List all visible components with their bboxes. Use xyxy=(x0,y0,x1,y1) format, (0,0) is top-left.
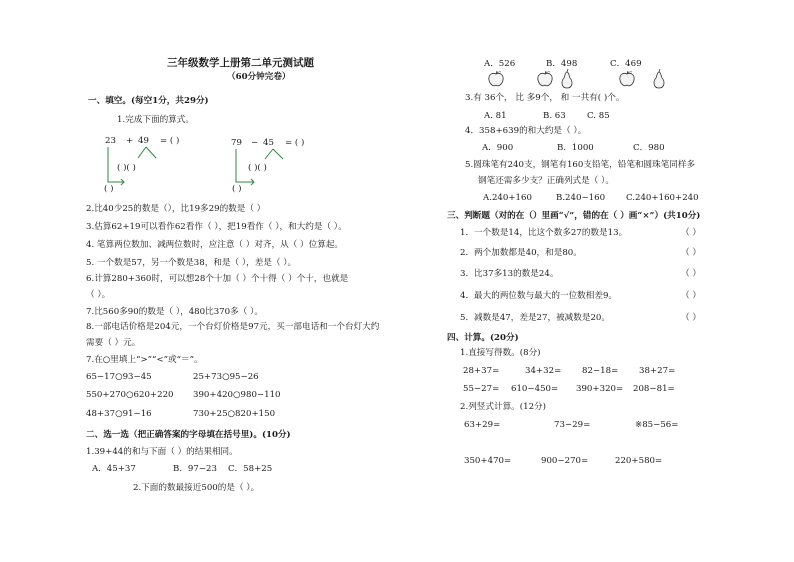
compare-item: 550+270○620+220 xyxy=(86,390,174,400)
choice-5-line1: 5.圆珠笔有240支，钢笔有160支铅笔，铅笔和圆珠笔同样多 xyxy=(465,160,696,170)
diagram2-eq: = ( ) xyxy=(285,138,305,148)
choice-4-option: C．980 xyxy=(633,143,665,153)
page-title: 三年级数学上册第二单元测试题 xyxy=(167,57,314,69)
compare-item: 730+25○820+150 xyxy=(193,409,276,419)
question-6-line1: 6.计算280+360时，可以想28个十加（ ）个十得（ ）个十，也就是 xyxy=(86,274,349,284)
choice-5-line2: 钢笔还需多少支？正确列式是（ ）。 xyxy=(478,176,614,186)
choice-3-option: A. 81 xyxy=(484,111,507,121)
choice-5-option: A.240+160 xyxy=(483,193,532,203)
calc-oral-heading: 1.直接写得数。(8分) xyxy=(460,348,541,358)
choice-3-option: B. 63 xyxy=(543,111,566,121)
judge-question: 1．一个数是14，比这个数多27的数是13。 xyxy=(460,228,628,238)
diagram1-op: + xyxy=(126,136,134,146)
diagram1-eq: = ( ) xyxy=(160,136,180,146)
question-1: 1.完成下面的算式。 xyxy=(117,115,194,125)
choice-2-option: B．498 xyxy=(546,59,578,69)
judge-box: （ ） xyxy=(681,291,701,301)
page-subtitle: （60分钟完卷） xyxy=(227,72,291,82)
question-compare: 7.在○里填上“>”“<”或“＝”。 xyxy=(86,355,203,365)
section-choice-heading: 二、选一选（把正确答案的字母填在括号里)。(10分) xyxy=(86,430,291,440)
apple-icon xyxy=(618,70,636,88)
choice-2-option: A．526 xyxy=(484,59,516,69)
compare-item: 25+73○95−26 xyxy=(193,372,259,382)
choice-2: 2.下面的数最接近500的是（ ）。 xyxy=(133,483,260,493)
vertical-item: 63+29= xyxy=(464,420,501,430)
judge-question: 5．减数是47，差是27，被减数是20。 xyxy=(460,313,610,323)
compare-item: 65−17○93−45 xyxy=(86,372,152,382)
oral-item: 38+27= xyxy=(639,366,676,376)
pear-icon xyxy=(560,68,574,90)
vertical-item: 73−29= xyxy=(554,420,591,430)
diagram1-parts: ( )( ) xyxy=(117,163,136,173)
question-4: 4. 笔算两位数加、减两位数时，应注意（ ）对齐，从（ ）位算起。 xyxy=(86,240,344,250)
judge-question: 4．最大的两位数与最大的一位数相差9。 xyxy=(460,291,618,301)
question-6-line2: （ ）。 xyxy=(86,290,111,300)
compare-item: 48+37○91−16 xyxy=(86,409,152,419)
section-fill-heading: 一、填空。(每空1分，共29分) xyxy=(88,96,209,106)
judge-box: （ ） xyxy=(681,269,701,279)
oral-item: 34+32= xyxy=(525,366,562,376)
judge-question: 2．两个加数都是40，和是80。 xyxy=(460,248,582,258)
judge-box: （ ） xyxy=(681,228,701,238)
choice-5-option: C.240+160+240 xyxy=(626,193,699,203)
choice-3: 3.有 36个， 比 多9个， 和 一共有( )个。 xyxy=(465,93,625,103)
vertical-item: 220+580= xyxy=(615,456,663,466)
oral-item: 390+320= xyxy=(576,384,624,394)
choice-5-option: B.240−160 xyxy=(556,193,606,203)
question-2: 2.比40少25的数是（），比19多29的数是（ ） xyxy=(86,204,266,214)
choice-4: 4．358+639的和大约是（ ）。 xyxy=(465,126,587,136)
judge-box: （ ） xyxy=(681,248,701,258)
diagram1-lines xyxy=(100,145,190,193)
diagram2-lines xyxy=(228,147,318,193)
diagram2-op: − xyxy=(251,138,259,148)
question-5: 5. 一个数是57，另一个数是38，和是（ ），差是（ ）。 xyxy=(86,258,297,268)
vertical-item: ※85−56= xyxy=(635,420,679,430)
diagram1-b: 49 xyxy=(138,136,149,146)
oral-item: 55−27= xyxy=(463,384,500,394)
apple-icon xyxy=(536,70,554,88)
choice-1-option: A．45+37 xyxy=(92,464,136,474)
section-judge-heading: 三、判断题（对的在（）里画“√”，错的在（ ）画“×”）(共10分) xyxy=(447,211,701,221)
oral-item: 208−81= xyxy=(633,384,675,394)
choice-4-option: B．1000 xyxy=(557,143,594,153)
choice-1: 1.39+44的和与下面（ ）的结果相同。 xyxy=(86,447,238,457)
oral-item: 82−18= xyxy=(582,366,619,376)
diagram1-result: ( ) xyxy=(104,184,114,194)
section-calc-heading: 四、计算。(20分) xyxy=(447,333,519,343)
judge-box: （ ） xyxy=(681,313,701,323)
vertical-item: 350+470= xyxy=(464,456,512,466)
vertical-item: 900−270= xyxy=(541,456,589,466)
question-3: 3.估算62+19可以看作62看作（ ），把19看作（ ），和大约是（ ）。 xyxy=(86,222,347,232)
choice-1-option: B．97−23 xyxy=(173,464,217,474)
question-8-line1: 8.一部电话价格是204元，一个台灯价格是97元，买一部电话和一个台灯大约 xyxy=(86,322,380,332)
oral-item: 610−450= xyxy=(511,384,559,394)
oral-item: 28+37= xyxy=(463,366,500,376)
compare-item: 390+420○980−110 xyxy=(193,390,281,400)
choice-1-option: C．58+25 xyxy=(228,464,273,474)
calc-vertical-heading: 2.列竖式计算。(12分) xyxy=(460,402,546,412)
diagram2-result: ( ) xyxy=(232,184,242,194)
apple-icon xyxy=(487,70,505,88)
question-7: 7.比560多90的数是（ ），480比370多（ ）。 xyxy=(86,307,263,317)
question-8-line2: 需要（ ）元。 xyxy=(86,338,141,348)
pear-icon xyxy=(652,68,666,90)
diagram2-a: 79 xyxy=(231,138,242,148)
choice-3-option: C. 85 xyxy=(587,111,610,121)
diagram1-a: 23 xyxy=(105,136,116,146)
choice-2-option: C．469 xyxy=(610,59,642,69)
diagram2-b: 45 xyxy=(263,138,274,148)
choice-4-option: A．900 xyxy=(482,143,514,153)
diagram2-parts: ( )( ) xyxy=(248,163,267,173)
judge-question: 3．比37多13的数是24。 xyxy=(460,269,559,279)
